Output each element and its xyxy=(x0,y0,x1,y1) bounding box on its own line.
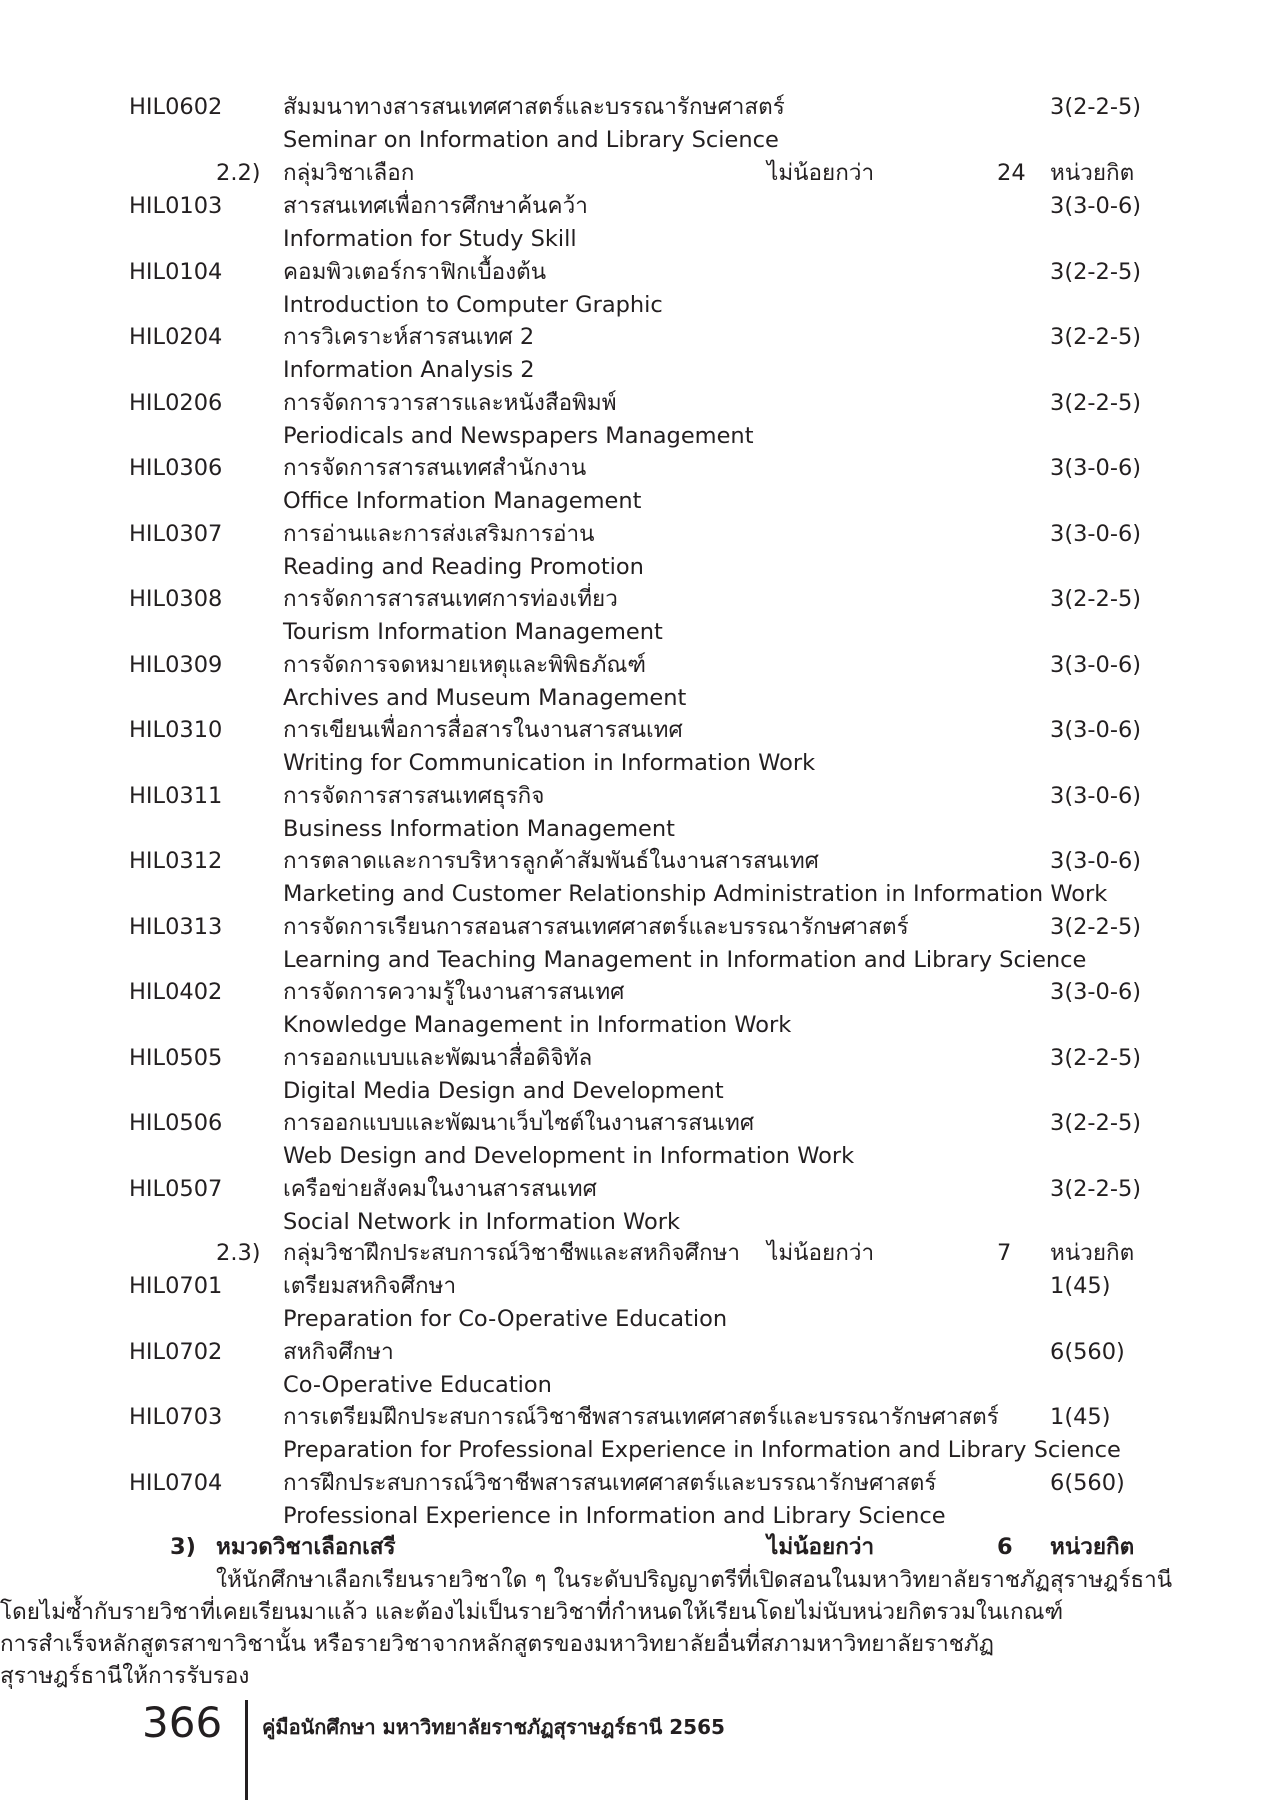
course-english-title: Seminar on Information and Library Science xyxy=(283,127,779,153)
course-english-title: Tourism Information Management xyxy=(283,619,663,645)
course-english-title: Periodicals and Newspapers Management xyxy=(283,422,754,449)
course-english-title: Business Information Management xyxy=(283,815,675,842)
course-thai-title: การอ่านและการส่งเสริมการอ่าน xyxy=(283,520,595,547)
group-credit-unit: หน่วยกิต xyxy=(1050,1240,1135,1266)
course-code: HIL0206 xyxy=(129,389,223,416)
course-thai-title: เตรียมสหกิจศึกษา xyxy=(283,1273,457,1299)
paragraph-line: สุราษฎร์ธานีให้การรับรอง xyxy=(0,1663,250,1689)
course-english-title: Professional Experience in Information and Library Science xyxy=(283,1502,946,1529)
course-credits: 3(2-2-5) xyxy=(1050,586,1142,612)
footer-title: คู่มือนักศึกษา มหาวิทยาลัยราชภัฏสุราษฎร์ธานี 2565 xyxy=(262,1715,725,1739)
course-thai-title: การฝึกประสบการณ์วิชาชีพสารสนเทศศาสตร์และบรรณารักษศาสตร์ xyxy=(283,1469,937,1496)
course-code: HIL0701 xyxy=(129,1273,223,1299)
course-english-title: Introduction to Computer Graphic xyxy=(283,291,663,318)
course-english-title: Web Design and Development in Information Work xyxy=(283,1143,855,1169)
course-credits: 3(2-2-5) xyxy=(1050,913,1142,940)
course-code: HIL0507 xyxy=(129,1175,223,1202)
course-code: HIL0104 xyxy=(129,258,223,285)
course-credits: 3(3-0-6) xyxy=(1050,782,1142,809)
course-thai-title: สารสนเทศเพื่อการศึกษาค้นคว้า xyxy=(283,193,588,219)
course-thai-title: การจัดการเรียนการสอนสารสนเทศศาสตร์และบรรณารักษศาสตร์ xyxy=(283,913,909,940)
course-code: HIL0312 xyxy=(129,848,223,874)
course-credits: 3(2-2-5) xyxy=(1050,389,1142,416)
course-credits: 3(2-2-5) xyxy=(1050,94,1142,120)
course-english-title: Information Analysis 2 xyxy=(283,357,535,383)
footer-divider xyxy=(245,1700,248,1800)
course-english-title: Co-Operative Education xyxy=(283,1371,552,1398)
course-credits: 3(3-0-6) xyxy=(1050,651,1142,678)
course-credits: 3(2-2-5) xyxy=(1050,1110,1142,1136)
course-english-title: Information for Study Skill xyxy=(283,226,577,252)
course-english-title: Reading and Reading Promotion xyxy=(283,553,644,580)
course-thai-title: การจัดการสารสนเทศการท่องเที่ยว xyxy=(283,586,618,612)
course-code: HIL0308 xyxy=(129,586,223,612)
section-min-value: 6 xyxy=(997,1534,1013,1560)
course-thai-title: การออกแบบและพัฒนาสื่อดิจิทัล xyxy=(283,1044,593,1071)
course-thai-title: การตลาดและการบริหารลูกค้าสัมพันธ์ในงานสารสนเทศ xyxy=(283,848,819,874)
group-min-label: ไม่น้อยกว่า xyxy=(767,1240,875,1266)
paragraph-line: การสำเร็จหลักสูตรสาขาวิชานั้น หรือรายวิชาจากหลักสูตรของมหาวิทยาลัยอื่นที่สภามหาวิทยาลัยราชภัฏ xyxy=(0,1631,994,1657)
course-code: HIL0703 xyxy=(129,1404,223,1430)
course-credits: 6(560) xyxy=(1050,1469,1125,1496)
course-thai-title: การจัดการวารสารและหนังสือพิมพ์ xyxy=(283,389,617,416)
course-english-title: Preparation for Co-Operative Education xyxy=(283,1306,728,1332)
course-thai-title: สหกิจศึกษา xyxy=(283,1338,394,1365)
course-code: HIL0602 xyxy=(129,94,223,120)
group-title: กลุ่มวิชาเลือก xyxy=(283,160,415,186)
course-english-title: Preparation for Professional Experience in Information and Library Science xyxy=(283,1437,1121,1463)
course-credits: 6(560) xyxy=(1050,1338,1125,1365)
course-credits: 3(2-2-5) xyxy=(1050,258,1142,285)
group-min-value: 24 xyxy=(997,160,1026,186)
course-thai-title: การจัดการจดหมายเหตุและพิพิธภัณฑ์ xyxy=(283,651,647,678)
course-english-title: Writing for Communication in Information Work xyxy=(283,750,816,776)
course-thai-title: เครือข่ายสังคมในงานสารสนเทศ xyxy=(283,1175,597,1202)
course-code: HIL0307 xyxy=(129,520,223,547)
group-number: 2.3) xyxy=(216,1240,261,1266)
paragraph-line: ให้นักศึกษาเลือกเรียนรายวิชาใด ๆ ในระดับปริญญาตรีที่เปิดสอนในมหาวิทยาลัยราชภัฏสุราษฎร์ธานี xyxy=(216,1567,1173,1593)
course-credits: 3(2-2-5) xyxy=(1050,324,1142,350)
course-code: HIL0309 xyxy=(129,651,223,678)
course-credits: 1(45) xyxy=(1050,1273,1111,1299)
section-credit-unit: หน่วยกิต xyxy=(1050,1534,1135,1560)
course-thai-title: การจัดการสารสนเทศธุรกิจ xyxy=(283,782,545,809)
course-code: HIL0505 xyxy=(129,1044,223,1071)
course-credits: 3(2-2-5) xyxy=(1050,1175,1142,1202)
group-credit-unit: หน่วยกิต xyxy=(1050,160,1135,186)
section-title: หมวดวิชาเลือกเสรี xyxy=(216,1534,396,1560)
course-credits: 3(3-0-6) xyxy=(1050,979,1142,1005)
course-thai-title: การจัดการสารสนเทศสำนักงาน xyxy=(283,455,587,481)
course-credits: 3(3-0-6) xyxy=(1050,848,1142,874)
course-thai-title: การออกแบบและพัฒนาเว็บไซต์ในงานสารสนเทศ xyxy=(283,1110,755,1136)
course-english-title: Knowledge Management in Information Work xyxy=(283,1012,792,1038)
group-number: 2.2) xyxy=(216,160,261,186)
course-credits: 1(45) xyxy=(1050,1404,1111,1430)
course-credits: 3(3-0-6) xyxy=(1050,193,1142,219)
course-credits: 3(3-0-6) xyxy=(1050,455,1142,481)
course-code: HIL0306 xyxy=(129,455,223,481)
course-code: HIL0103 xyxy=(129,193,223,219)
group-title: กลุ่มวิชาฝึกประสบการณ์วิชาชีพและสหกิจศึกษา xyxy=(283,1240,741,1266)
group-min-label: ไม่น้อยกว่า xyxy=(767,160,875,186)
course-code: HIL0313 xyxy=(129,913,223,940)
course-code: HIL0506 xyxy=(129,1110,223,1136)
course-code: HIL0310 xyxy=(129,717,223,743)
course-thai-title: คอมพิวเตอร์กราฟิกเบื้องต้น xyxy=(283,258,547,285)
course-thai-title: สัมมนาทางสารสนเทศศาสตร์และบรรณารักษศาสตร์ xyxy=(283,94,785,120)
course-english-title: Social Network in Information Work xyxy=(283,1208,680,1235)
course-thai-title: การเตรียมฝึกประสบการณ์วิชาชีพสารสนเทศศาสตร์และบรรณารักษศาสตร์ xyxy=(283,1404,999,1430)
course-thai-title: การเขียนเพื่อการสื่อสารในงานสารสนเทศ xyxy=(283,717,683,743)
course-english-title: Archives and Museum Management xyxy=(283,684,687,711)
course-code: HIL0311 xyxy=(129,782,223,809)
paragraph-line: โดยไม่ซ้ำกับรายวิชาที่เคยเรียนมาแล้ว และต้องไม่เป็นรายวิชาที่กำหนดให้เรียนโดยไม่นับหน่วยกิตรวมในเกณฑ์ xyxy=(0,1599,1064,1625)
section-number: 3) xyxy=(170,1534,196,1560)
group-min-value: 7 xyxy=(997,1240,1012,1266)
course-code: HIL0204 xyxy=(129,324,223,350)
course-code: HIL0702 xyxy=(129,1338,223,1365)
course-english-title: Office Information Management xyxy=(283,488,642,514)
course-credits: 3(3-0-6) xyxy=(1050,520,1142,547)
course-thai-title: การจัดการความรู้ในงานสารสนเทศ xyxy=(283,979,625,1005)
course-thai-title: การวิเคราะห์สารสนเทศ 2 xyxy=(283,324,535,350)
course-credits: 3(2-2-5) xyxy=(1050,1044,1142,1071)
course-english-title: Digital Media Design and Development xyxy=(283,1077,724,1104)
page-number: 366 xyxy=(142,1698,223,1747)
section-min-label: ไม่น้อยกว่า xyxy=(767,1534,875,1560)
course-code: HIL0402 xyxy=(129,979,223,1005)
course-english-title: Marketing and Customer Relationship Administration in Information Work xyxy=(283,881,1108,907)
course-code: HIL0704 xyxy=(129,1469,223,1496)
course-english-title: Learning and Teaching Management in Information and Library Science xyxy=(283,946,1087,973)
course-credits: 3(3-0-6) xyxy=(1050,717,1142,743)
